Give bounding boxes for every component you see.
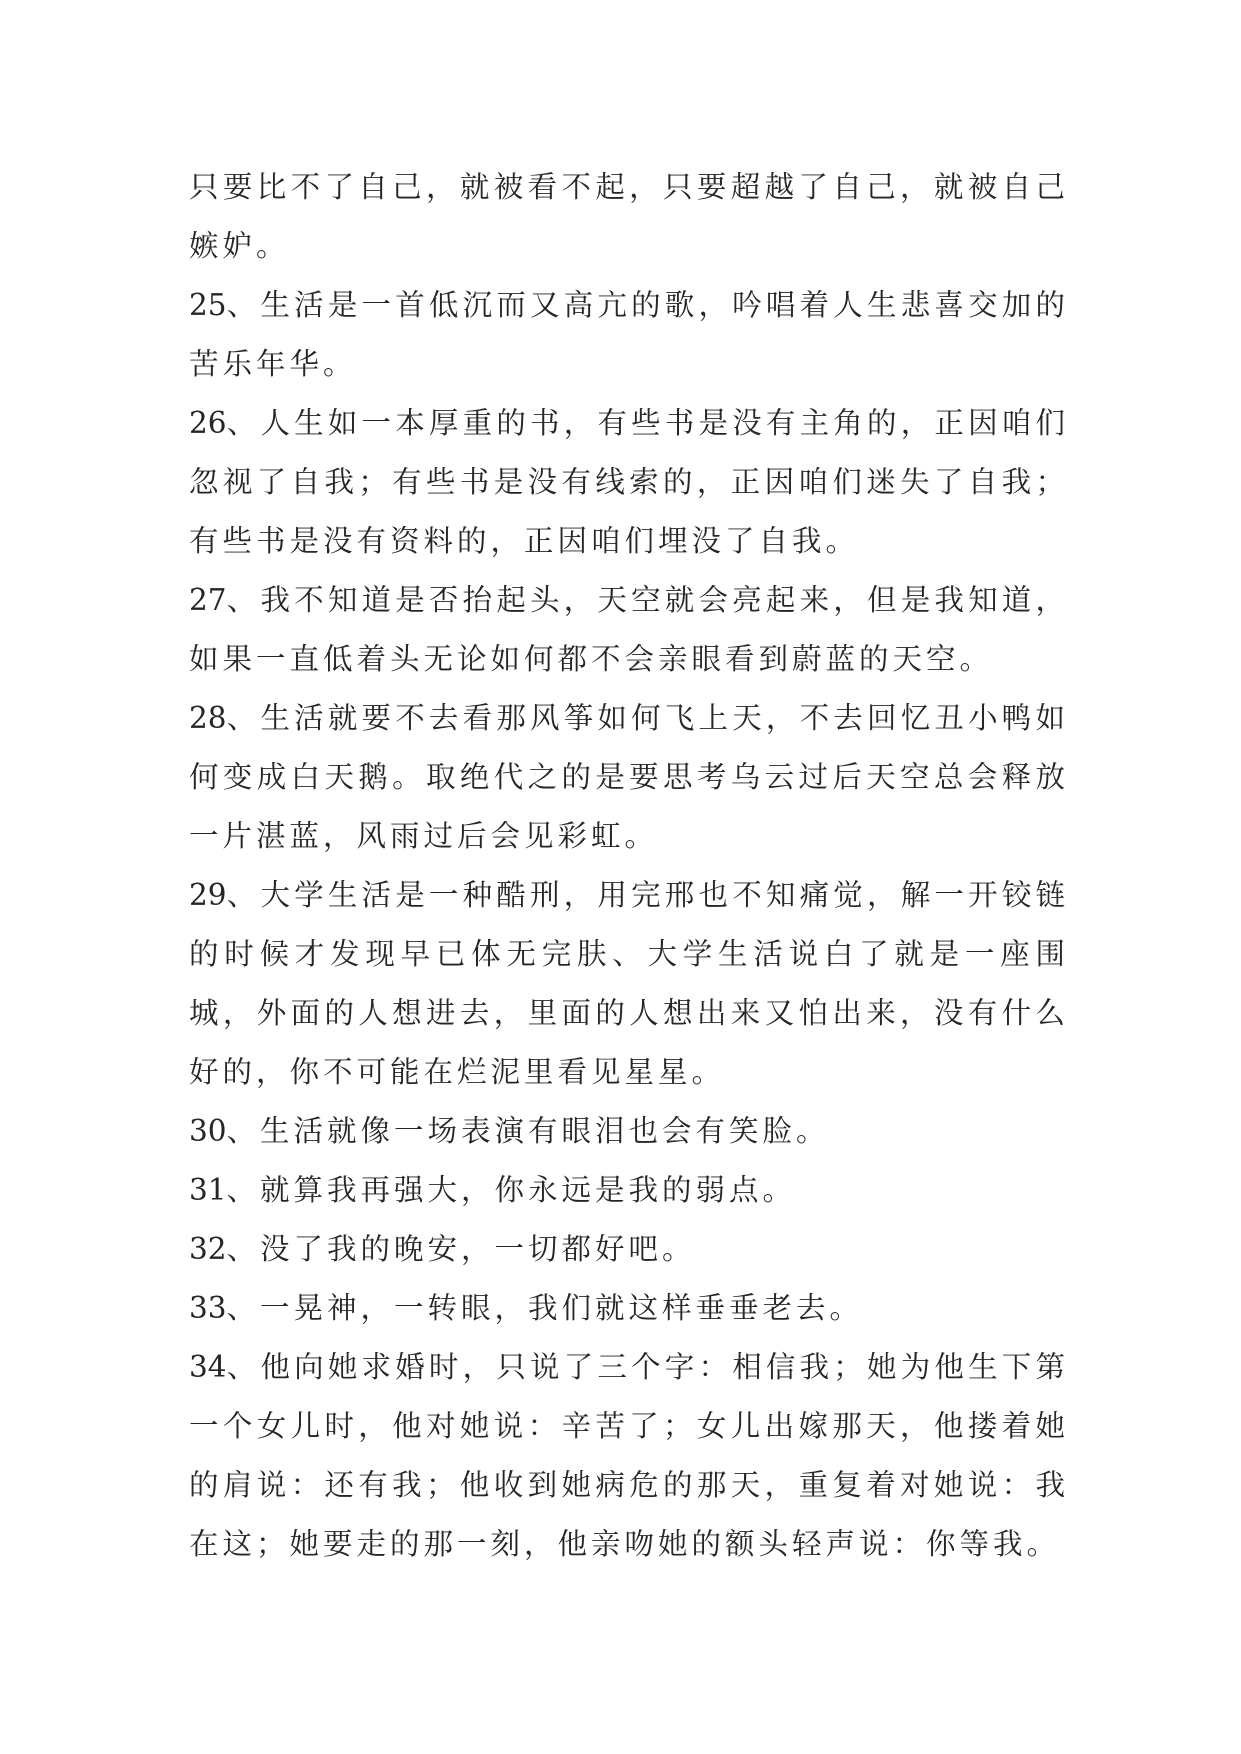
paragraph-30 (189, 1102, 1069, 1161)
paragraph-34 (189, 1338, 1069, 1574)
paragraph-text: 、我不知道是否抬起头，天空就会亮起来，但是我知道，如果一直低着头无论如何都不会亲眼看到蔚蓝的天空。 (189, 583, 1069, 676)
paragraph-text: 、一晃神，一转眼，我们就这样垂垂老去。 (226, 1291, 864, 1325)
item-number: 34 (189, 1350, 227, 1384)
item-number: 26 (189, 406, 227, 440)
paragraph-text: 、生活就要不去看那风筝如何飞上天，不去回忆丑小鸭如何变成白天鹅。取绝代之的是要思考乌云过后天空总会释放一片湛蓝，风雨过后会见彩虹。 (189, 701, 1069, 853)
item-number: 32 (189, 1232, 227, 1266)
paragraph-31 (189, 1161, 1069, 1220)
paragraph-33 (189, 1279, 1069, 1338)
paragraph-text: 、大学生活是一种酷刑，用完邢也不知痛觉，解一开铰链的时候才发现早已体无完肤、大学生活说白了就是一座围城，外面的人想进去，里面的人想出来又怕出来，没有什么好的，你不可能在烂泥里看见星星。 (189, 878, 1069, 1089)
paragraph-32 (189, 1220, 1069, 1279)
item-number: 25 (189, 288, 227, 322)
item-number: 29 (189, 878, 227, 912)
paragraph-continued (189, 158, 1069, 276)
paragraph-29 (189, 866, 1069, 1102)
item-number: 30 (189, 1114, 227, 1148)
paragraph-27 (189, 571, 1069, 689)
document-body (189, 158, 1069, 1574)
paragraph-text: 、没了我的晚安，一切都好吧。 (226, 1232, 696, 1266)
item-number: 28 (189, 701, 227, 735)
paragraph-text: 只要比不了自己，就被看不起，只要超越了自己，就被自己嫉妒。 (189, 170, 1069, 263)
paragraph-26 (189, 394, 1069, 571)
paragraph-text: 、生活是一首低沉而又高亢的歌，吟唱着人生悲喜交加的苦乐年华。 (189, 288, 1069, 381)
paragraph-text: 、他向她求婚时，只说了三个字：相信我；她为他生下第一个女儿时，他对她说：辛苦了；女儿出嫁那天，他搂着她的肩说：还有我；他收到她病危的那天，重复着对她说：我在这；她要走的那一刻，他亲吻她的额头轻声说：你等我。 (189, 1350, 1069, 1561)
paragraph-28 (189, 689, 1069, 866)
item-number: 27 (189, 583, 227, 617)
paragraph-text: 、生活就像一场表演有眼泪也会有笑脸。 (226, 1114, 830, 1148)
paragraph-text: 、就算我再强大，你永远是我的弱点。 (226, 1173, 797, 1207)
item-number: 31 (189, 1173, 227, 1207)
paragraph-25 (189, 276, 1069, 394)
item-number: 33 (189, 1291, 227, 1325)
paragraph-text: 、人生如一本厚重的书，有些书是没有主角的，正因咱们忽视了自我；有些书是没有线索的，正因咱们迷失了自我；有些书是没有资料的，正因咱们埋没了自我。 (189, 406, 1069, 558)
